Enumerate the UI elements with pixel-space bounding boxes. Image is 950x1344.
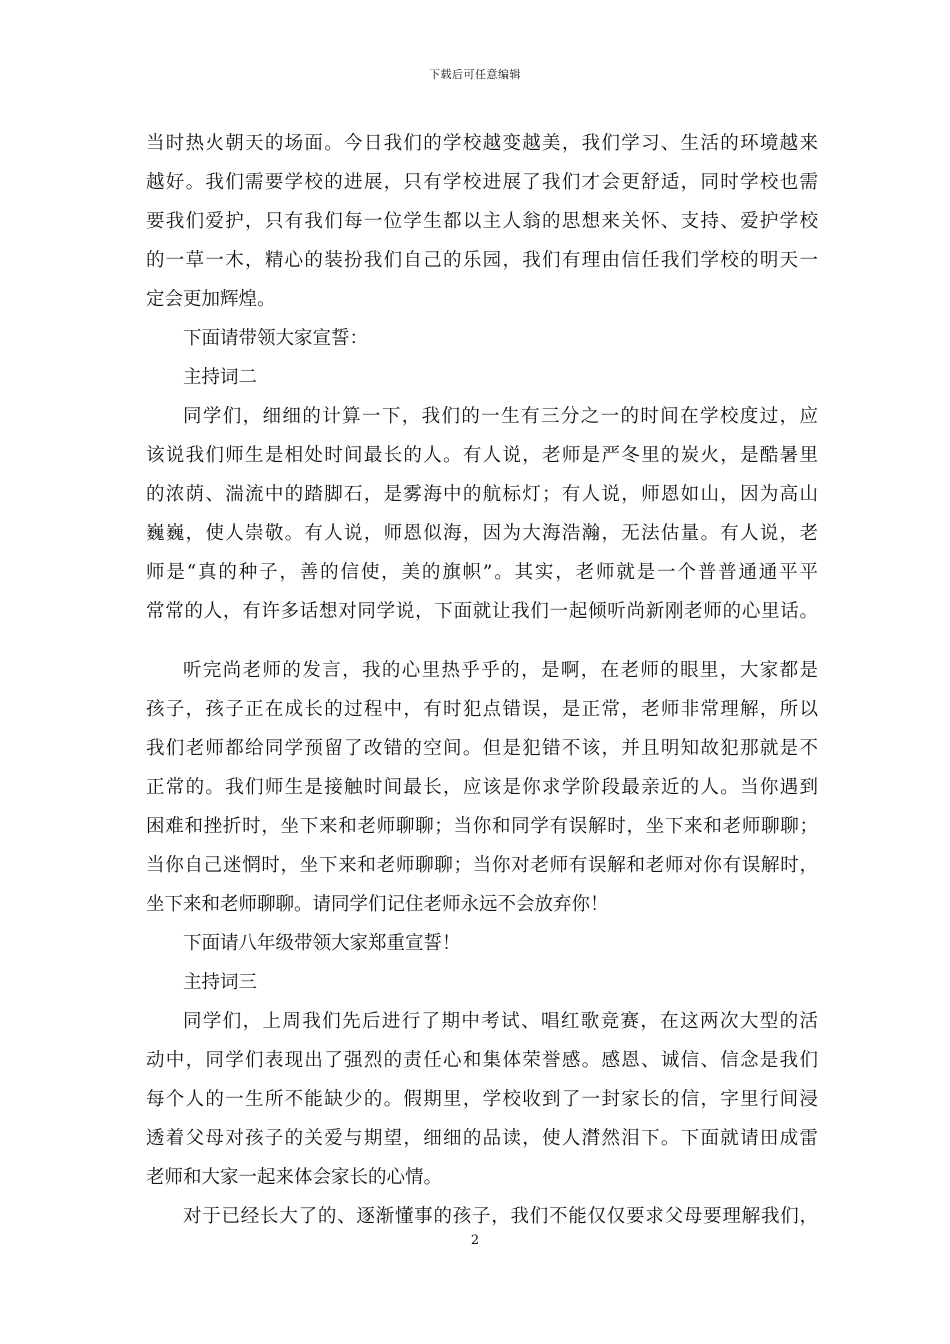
text-line: 越好。我们需要学校的进展，只有学校进展了我们才会更舒适，同时学校也需: [146, 172, 818, 193]
text-line: 同学们，细细的计算一下，我们的一生有三分之一的时间在学校度过，应: [183, 406, 818, 427]
text-line: 听完尚老师的发言，我的心里热乎乎的，是啊，在老师的眼里，大家都是: [183, 660, 818, 681]
text-line: 常常的人，有许多话想对同学说，下面就让我们一起倾听尚新刚老师的心里话。: [146, 601, 818, 622]
text-line: 定会更加辉煌。: [146, 289, 276, 310]
text-line: 当你自己迷惘时，坐下来和老师聊聊；当你对老师有误解和老师对你有误解时，: [146, 855, 818, 876]
text-line: 透着父母对孩子的关爱与期望，细细的品读，使人潸然泪下。下面就请田成雷: [146, 1128, 818, 1149]
section-heading: 主持词二: [183, 367, 258, 388]
text-line: 的浓荫、湍流中的踏脚石，是雾海中的航标灯；有人说，师恩如山，因为高山: [146, 484, 818, 505]
text-line: 巍巍，使人崇敬。有人说，师恩似海，因为大海浩瀚，无法估量。有人说，老: [146, 523, 818, 544]
text-line: 下面请带领大家宣誓：: [183, 328, 369, 349]
text-line: 同学们，上周我们先后进行了期中考试、唱红歌竞赛，在这两次大型的活: [183, 1011, 818, 1032]
text-line: 正常的。我们师生是接触时间最长，应该是你求学阶段最亲近的人。当你遇到: [146, 777, 818, 798]
text-line: 的一草一木，精心的装扮我们自己的乐园，我们有理由信任我们学校的明天一: [146, 250, 818, 271]
text-line: 当时热火朝天的场面。今日我们的学校越变越美，我们学习、生活的环境越来: [146, 133, 818, 154]
text-line: 要我们爱护，只有我们每一位学生都以主人翁的思想来关怀、支持、爱护学校: [146, 211, 818, 232]
section-heading: 主持词三: [183, 972, 258, 993]
text-line: 师是“真的种子，善的信使，美的旗帜”。其实，老师就是一个普普通通平平: [146, 562, 818, 583]
text-line: 老师和大家一起来体会家长的心情。: [146, 1167, 443, 1188]
text-line: 对于已经长大了的、逐渐懂事的孩子，我们不能仅仅要求父母要理解我们，: [183, 1206, 818, 1227]
document-body: [146, 124, 818, 1236]
text-line: 下面请八年级带领大家郑重宣誓！: [183, 933, 461, 954]
text-line: 我们老师都给同学预留了改错的空间。但是犯错不该，并且明知故犯那就是不: [146, 738, 818, 759]
text-line: 孩子，孩子正在成长的过程中，有时犯点错误，是正常，老师非常理解，所以: [146, 699, 818, 720]
text-line: 坐下来和老师聊聊。请同学们记住老师永远不会放弃你！: [146, 894, 609, 915]
page-header-note: 下载后可任意编辑: [429, 68, 521, 81]
text-line: 该说我们师生是相处时间最长的人。有人说，老师是严冬里的炭火，是酷暑里: [146, 445, 818, 466]
page-number: 2: [470, 1233, 480, 1248]
text-line: 困难和挫折时，坐下来和老师聊聊；当你和同学有误解时，坐下来和老师聊聊；: [146, 816, 818, 837]
text-line: 每个人的一生所不能缺少的。假期里，学校收到了一封家长的信，字里行间浸: [146, 1089, 818, 1110]
text-line: 动中，同学们表现出了强烈的责任心和集体荣誉感。感恩、诚信、信念是我们: [146, 1050, 818, 1071]
paragraph-gap: [146, 631, 818, 651]
